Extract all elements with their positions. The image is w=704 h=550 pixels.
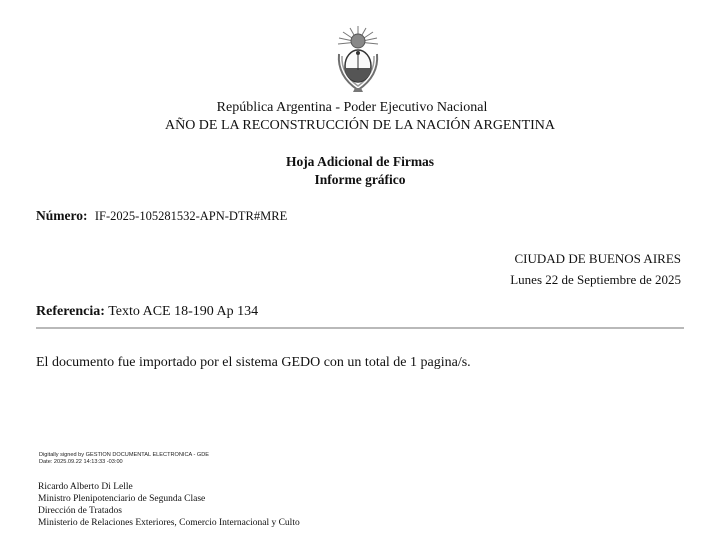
date: Lunes 22 de Septiembre de 2025	[510, 272, 681, 287]
reference-label: Referencia:	[36, 304, 105, 319]
document-title-sub: Informe gráfico	[314, 172, 406, 187]
document-number	[36, 208, 287, 224]
document-title-main: Hoja Adicional de Firmas	[285, 154, 435, 169]
digital-signature-signed-by: Digitally signed by GESTION DOCUMENTAL ELECTRONICA - GDE	[39, 452, 210, 458]
document-number-value: IF-2025-105281532-APN-DTR#MRE	[94, 209, 288, 223]
header-year-motto: AÑO DE LA RECONSTRUCCIÓN DE LA NACIÓN ARGENTINA	[164, 118, 556, 133]
coat-of-arms-icon	[333, 24, 383, 94]
signer-position: Ministro Plenipotenciario de Segunda Clase	[38, 494, 206, 504]
place-and-date	[510, 248, 681, 290]
signer-block	[38, 481, 300, 529]
signer-office: Dirección de Tratados	[38, 506, 122, 516]
header-institution: República Argentina - Poder Ejecutivo Nacional	[216, 100, 488, 115]
document-number-label: Número:	[36, 208, 88, 223]
body-text: El documento fue importado por el sistema GEDO con un total de 1 pagina/s.	[36, 355, 471, 370]
signer-ministry: Ministerio de Relaciones Exteriores, Comercio Internacional y Culto	[38, 518, 300, 528]
document-title	[0, 153, 704, 189]
signer-name: Ricardo Alberto Di Lelle	[38, 482, 133, 492]
digital-signature-stamp	[39, 452, 209, 466]
reference-value: Texto ACE 18-190 Ap 134	[108, 304, 259, 319]
divider	[36, 327, 684, 329]
digital-signature-date: Date: 2025.09.22 14:13:33 -03:00	[39, 459, 123, 465]
reference	[36, 304, 258, 320]
city: CIUDAD DE BUENOS AIRES	[514, 251, 681, 266]
